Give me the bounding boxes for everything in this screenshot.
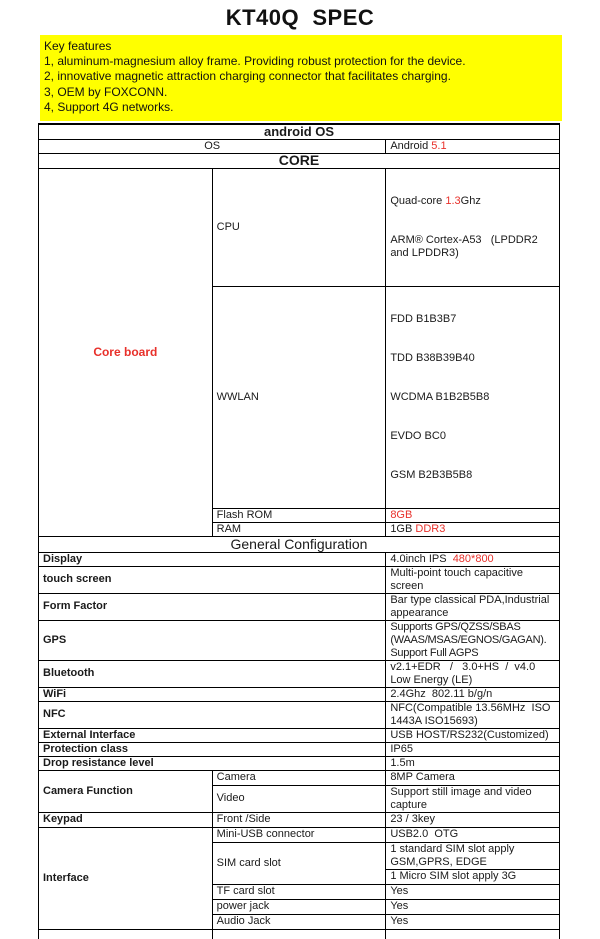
wwlan-band-line: GSM B2B3B5B8 — [390, 468, 473, 481]
spec-label-wwlan: WWLAN — [212, 286, 386, 508]
section-header-core: CORE — [39, 153, 560, 168]
table-row — [39, 593, 560, 620]
spec-label-wifi: WiFi — [39, 687, 386, 701]
display-size: 4.0inch IPS — [390, 552, 453, 565]
spec-label-mini-usb: Mini-USB connector — [212, 827, 386, 842]
spec-value-audio-jack: Yes — [386, 914, 560, 929]
table-row — [39, 153, 560, 168]
spec-label-display: Display — [39, 552, 386, 566]
table-row — [39, 687, 560, 701]
spec-label-camera: Camera — [212, 770, 386, 785]
table-row-clipped — [39, 929, 560, 939]
table-row — [39, 124, 560, 139]
group-label-core-board: Core board — [39, 168, 213, 536]
spec-label-touch-screen: touch screen — [39, 566, 386, 593]
ram-type-red: DDR3 — [415, 522, 446, 535]
spec-label-nfc: NFC — [39, 701, 386, 728]
spec-label-power-jack: power jack — [212, 899, 386, 914]
table-row — [39, 742, 560, 756]
table-row — [39, 728, 560, 742]
section-header-general-configuration: General Configuration — [39, 536, 560, 552]
cpu-line2: ARM® Cortex-A53 (LPDDR2 and LPDDR3) — [390, 233, 541, 259]
spec-label-audio-jack: Audio Jack — [212, 914, 386, 929]
spec-value-wwlan — [386, 286, 560, 508]
page-title: KT40Q SPEC — [225, 5, 375, 30]
table-row — [39, 620, 560, 660]
spec-value-camera: 8MP Camera — [386, 770, 560, 785]
empty-cell — [386, 929, 560, 939]
table-row — [39, 770, 560, 785]
table-row — [39, 660, 560, 687]
table-row — [39, 827, 560, 842]
ram-size: 1GB — [390, 522, 416, 535]
wwlan-band-line: FDD B1B3B7 — [390, 312, 457, 325]
table-row — [39, 168, 560, 286]
spec-value-ram — [386, 522, 560, 536]
table-row — [39, 756, 560, 770]
key-feature-item: 3, OEM by FOXCONN. — [44, 84, 168, 99]
key-features-block — [40, 35, 562, 121]
key-feature-item: 1, aluminum-magnesium alloy frame. Providing robust protection for the device. — [44, 54, 466, 69]
wwlan-band-line: TDD B38B39B40 — [390, 351, 475, 364]
key-feature-item: 4, Support 4G networks. — [44, 99, 174, 114]
spec-value-external-interface: USB HOST/RS232(Customized) — [386, 728, 560, 742]
table-row — [39, 566, 560, 593]
spec-value-power-jack: Yes — [386, 899, 560, 914]
group-label-keypad: Keypad — [39, 812, 213, 827]
spec-label-bluetooth: Bluetooth — [39, 660, 386, 687]
spec-value-cpu — [386, 168, 560, 286]
spec-value-front-side: 23 / 3key — [386, 812, 560, 827]
wwlan-band-line: EVDO BC0 — [390, 429, 446, 442]
spec-value-flash-rom: 8GB — [386, 508, 560, 522]
table-row — [39, 812, 560, 827]
os-version-red: 5.1 — [431, 139, 447, 152]
empty-cell — [39, 929, 213, 939]
spec-value-sim-standard: 1 standard SIM slot apply GSM,GPRS, EDGE — [386, 842, 560, 869]
table-row — [39, 139, 560, 153]
spec-value-tf-card-slot: Yes — [386, 884, 560, 899]
spec-table — [38, 123, 560, 939]
table-row — [39, 536, 560, 552]
spec-value-video: Support still image and video capture — [386, 785, 560, 812]
spec-value-wifi: 2.4Ghz 802.11 b/g/n — [386, 687, 560, 701]
spec-label-drop-resistance: Drop resistance level — [39, 756, 386, 770]
spec-label-cpu: CPU — [212, 168, 386, 286]
spec-label-external-interface: External Interface — [39, 728, 386, 742]
spec-label-gps: GPS — [39, 620, 386, 660]
table-row — [39, 701, 560, 728]
cpu-line1-prefix: Quad-core — [390, 194, 446, 207]
wwlan-band-line: WCDMA B1B2B5B8 — [390, 390, 490, 403]
key-feature-item: 2, innovative magnetic attraction charging connector that facilitates charging. — [44, 69, 451, 84]
spec-value-bluetooth: v2.1+EDR / 3.0+HS / v4.0 Low Energy (LE) — [386, 660, 560, 687]
cpu-speed-red: 1.3 — [445, 194, 461, 207]
spec-value-os — [386, 139, 560, 153]
spec-value-nfc: NFC(Compatible 13.56MHz ISO 1443A ISO15693) — [386, 701, 560, 728]
key-features-heading: Key features — [44, 39, 112, 53]
spec-label-flash-rom: Flash ROM — [212, 508, 386, 522]
spec-label-ram: RAM — [212, 522, 386, 536]
spec-label-form-factor: Form Factor — [39, 593, 386, 620]
empty-cell — [212, 929, 386, 939]
spec-value-protection-class: IP65 — [386, 742, 560, 756]
spec-value-display — [386, 552, 560, 566]
cpu-line1-suffix: Ghz — [460, 194, 481, 207]
os-value-text: Android — [390, 139, 432, 152]
display-resolution-red: 480*800 — [452, 552, 494, 565]
spec-label-tf-card-slot: TF card slot — [212, 884, 386, 899]
spec-label-video: Video — [212, 785, 386, 812]
spec-value-mini-usb: USB2.0 OTG — [386, 827, 560, 842]
spec-value-form-factor: Bar type classical PDA,Industrial appearance — [386, 593, 560, 620]
spec-value-drop-resistance: 1.5m — [386, 756, 560, 770]
spec-value-touch-screen: Multi-point touch capacitive screen — [386, 566, 560, 593]
group-label-camera-function: Camera Function — [39, 770, 213, 812]
section-header-android-os: android OS — [39, 124, 560, 139]
spec-label-protection-class: Protection class — [39, 742, 386, 756]
spec-label-os: OS — [39, 139, 386, 153]
spec-value-sim-micro: 1 Micro SIM slot apply 3G — [386, 869, 560, 884]
cpu-line1 — [390, 195, 555, 208]
spec-value-gps: Supports GPS/QZSS/SBAS (WAAS/MSAS/EGNOS/GAGAN). Support Full AGPS — [386, 620, 560, 660]
group-label-interface: Interface — [39, 827, 213, 929]
spec-label-front-side: Front /Side — [212, 812, 386, 827]
spec-label-sim-card-slot: SIM card slot — [212, 842, 386, 884]
table-row — [39, 552, 560, 566]
